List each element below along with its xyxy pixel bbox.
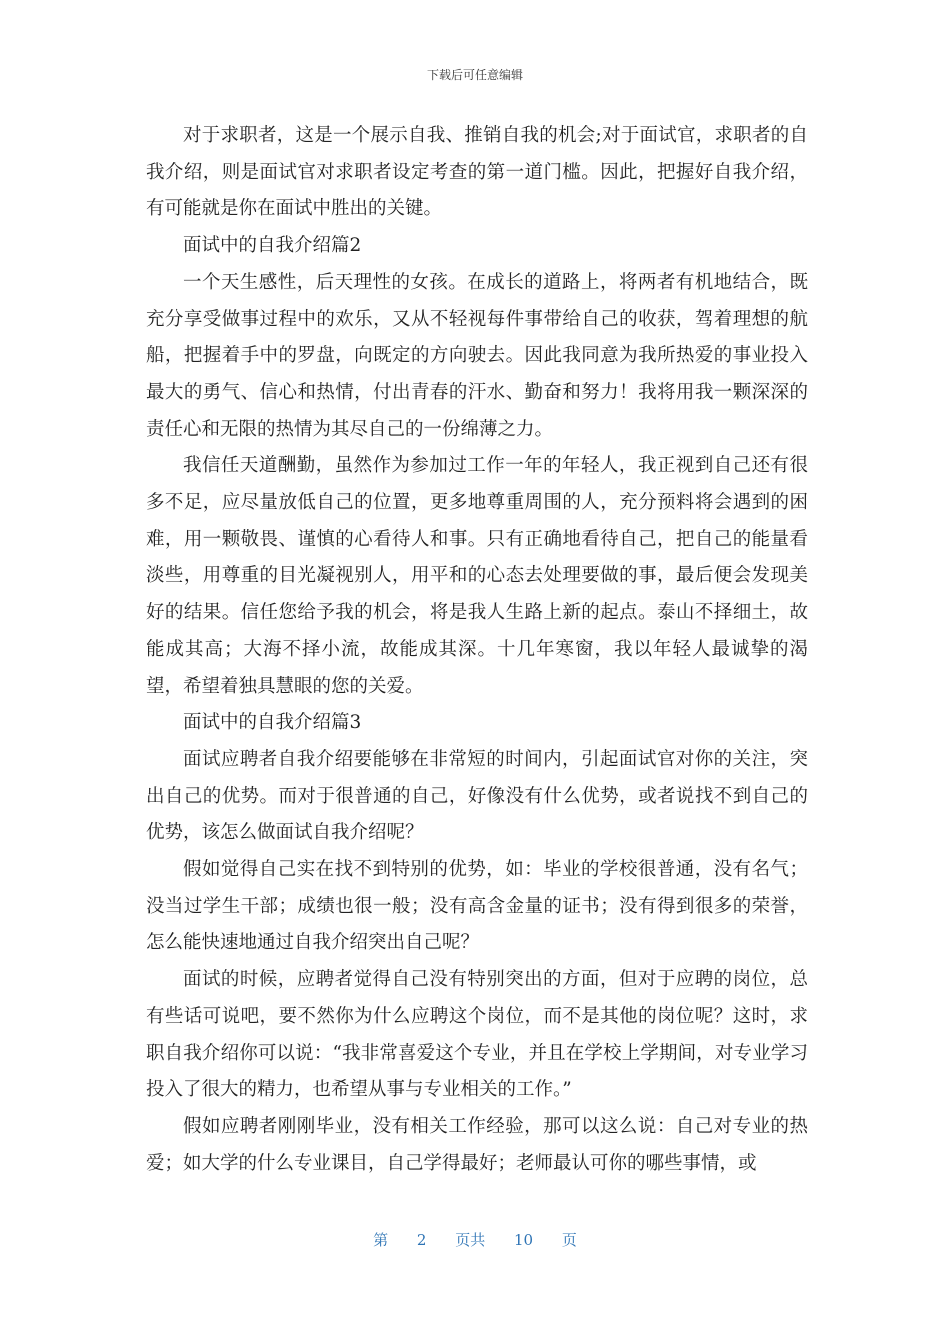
paragraph: 对于求职者，这是一个展示自我、推销自我的机会;对于面试官，求职者的自我介绍，则是面试官对求职者设定考查的第一道门槛。因此，把握好自我介绍，有可能就是你在面试中胜出的关键。 bbox=[146, 125, 808, 220]
paragraph: 面试的时候，应聘者觉得自己没有特别突出的方面，但对于应聘的岗位，总有些话可说吧，要不然你为什么应聘这个岗位，而不是其他的岗位呢？这时，求职自我介绍你可以说：“我非常喜爱这个专业，并且在学校上学期间，对专业学习投入了很大的精力，也希望从事与专业相关的工作。” bbox=[146, 969, 808, 1101]
footer-middle: 页共 bbox=[455, 1231, 486, 1249]
paragraph: 面试应聘者自我介绍要能够在非常短的时间内，引起面试官对你的关注，突出自己的优势。而对于很普通的自己，好像没有什么优势，或者说找不到自己的优势，该怎么做面试自我介绍呢？ bbox=[146, 748, 808, 844]
paragraph: 一个天生感性，后天理性的女孩。在成长的道路上，将两者有机地结合，既充分享受做事过程中的欢乐，又从不轻视每件事带给自己的收获，驾着理想的航船，把握着手中的罗盘，向既定的方向驶去。因此我同意为我所热爱的事业投入最大的勇气、信心和热情，付出青春的汗水、勤奋和努力！我将用我一颗深深的责任心和无限的热情为其尽自己的一份绵薄之力。 bbox=[146, 271, 808, 440]
paragraph: 假如觉得自己实在找不到特别的优势，如：毕业的学校很普通，没有名气；没当过学生干部；成绩也很一般；没有高含金量的证书；没有得到很多的荣誉，怎么能快速地通过自我介绍突出自己呢？ bbox=[146, 859, 808, 954]
footer-total-pages: 10 bbox=[514, 1231, 534, 1249]
paragraph: 假如应聘者刚刚毕业，没有相关工作经验，那可以这么说：自己对专业的热爱；如大学的什么专业课目，自己学得最好；老师最认可你的哪些事情，或 bbox=[146, 1115, 808, 1174]
section-heading: 面试中的自我介绍篇2 bbox=[183, 235, 362, 257]
section-heading: 面试中的自我介绍篇3 bbox=[183, 712, 362, 734]
document-body bbox=[146, 118, 808, 1182]
footer-page-number: 2 bbox=[416, 1231, 427, 1249]
page-footer bbox=[0, 1229, 950, 1250]
header-note: 下载后可任意编辑 bbox=[426, 68, 523, 82]
footer-prefix: 第 bbox=[373, 1231, 389, 1249]
paragraph: 我信任天道酬勤，虽然作为参加过工作一年的年轻人，我正视到自己还有很多不足，应尽量放低自己的位置，更多地尊重周围的人，充分预料将会遇到的困难，用一颗敬畏、谨慎的心看待人和事。只有正确地看待自己，把自己的能量看淡些，用尊重的目光凝视别人，用平和的心态去处理要做的事，最后便会发现美好的结果。信任您给予我的机会，将是我人生路上新的起点。泰山不择细土，故能成其高；大海不择小流，故能成其深。十几年寒窗，我以年轻人最诚挚的渴望，希望着独具慧眼的您的关爱。 bbox=[146, 455, 808, 697]
footer-suffix: 页 bbox=[561, 1231, 577, 1249]
